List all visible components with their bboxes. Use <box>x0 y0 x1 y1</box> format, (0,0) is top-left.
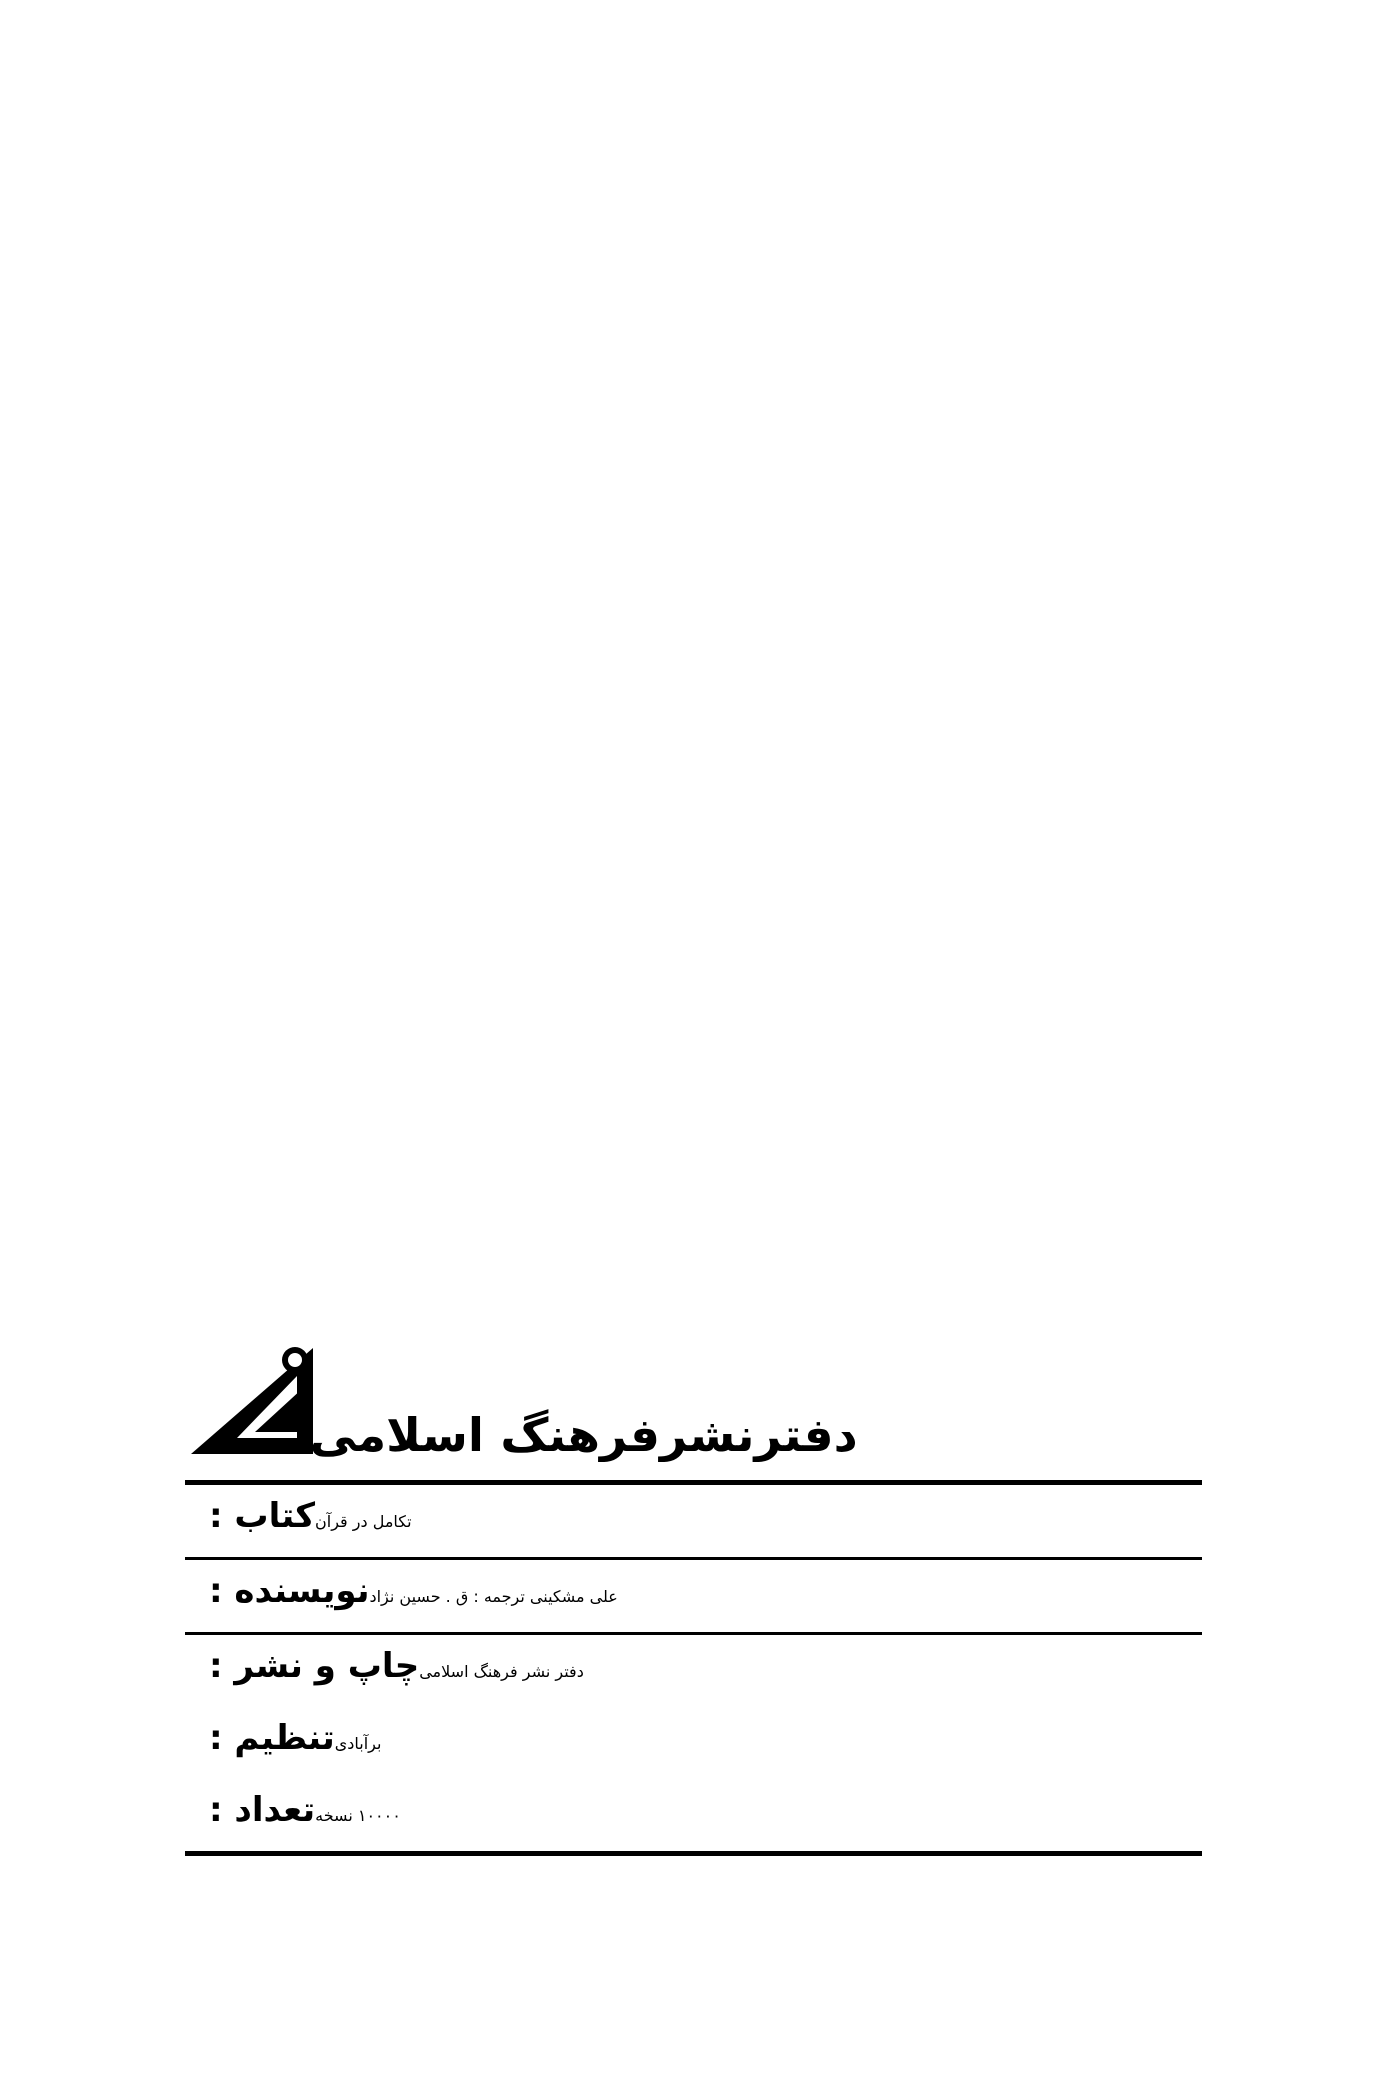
row-label-book: کتاب : <box>209 1496 316 1536</box>
row-value-wrap <box>315 1806 1198 1825</box>
row-value-wrap <box>369 1587 1198 1606</box>
table-row <box>185 1485 1202 1557</box>
row-value-author: علی مشکینی ترجمه : ق . حسین نژاد <box>369 1587 618 1606</box>
table-row <box>185 1635 1202 1707</box>
table-row <box>185 1779 1202 1851</box>
row-value-book: تکامل در قرآن <box>315 1512 412 1531</box>
table-row <box>185 1560 1202 1632</box>
row-label-typesetting: تنظیم : <box>209 1718 335 1758</box>
divider-bottom <box>185 1851 1202 1856</box>
colophon-block <box>185 1340 1202 1856</box>
row-label-author: نویسنده : <box>209 1571 370 1611</box>
table-row <box>185 1707 1202 1779</box>
publisher-logo <box>185 1340 1202 1470</box>
publisher-wordmark: دفترنشرفرهنگ اسلامی <box>309 1408 858 1462</box>
row-label-publisher: چاپ و نشر : <box>209 1646 420 1686</box>
row-value-wrap <box>315 1512 1198 1531</box>
row-value-wrap <box>335 1734 1198 1753</box>
row-value-publisher: دفتر نشر فرهنگ اسلامی <box>419 1662 584 1681</box>
colophon-table <box>185 1485 1202 1851</box>
row-value-wrap <box>419 1662 1198 1681</box>
row-label-copies: تعداد : <box>209 1790 316 1830</box>
triangle-arrow-logo-icon <box>185 1342 315 1470</box>
row-value-copies: ۱۰۰۰۰ نسخه <box>315 1806 401 1825</box>
row-value-typesetting: برآبادی <box>334 1734 382 1753</box>
